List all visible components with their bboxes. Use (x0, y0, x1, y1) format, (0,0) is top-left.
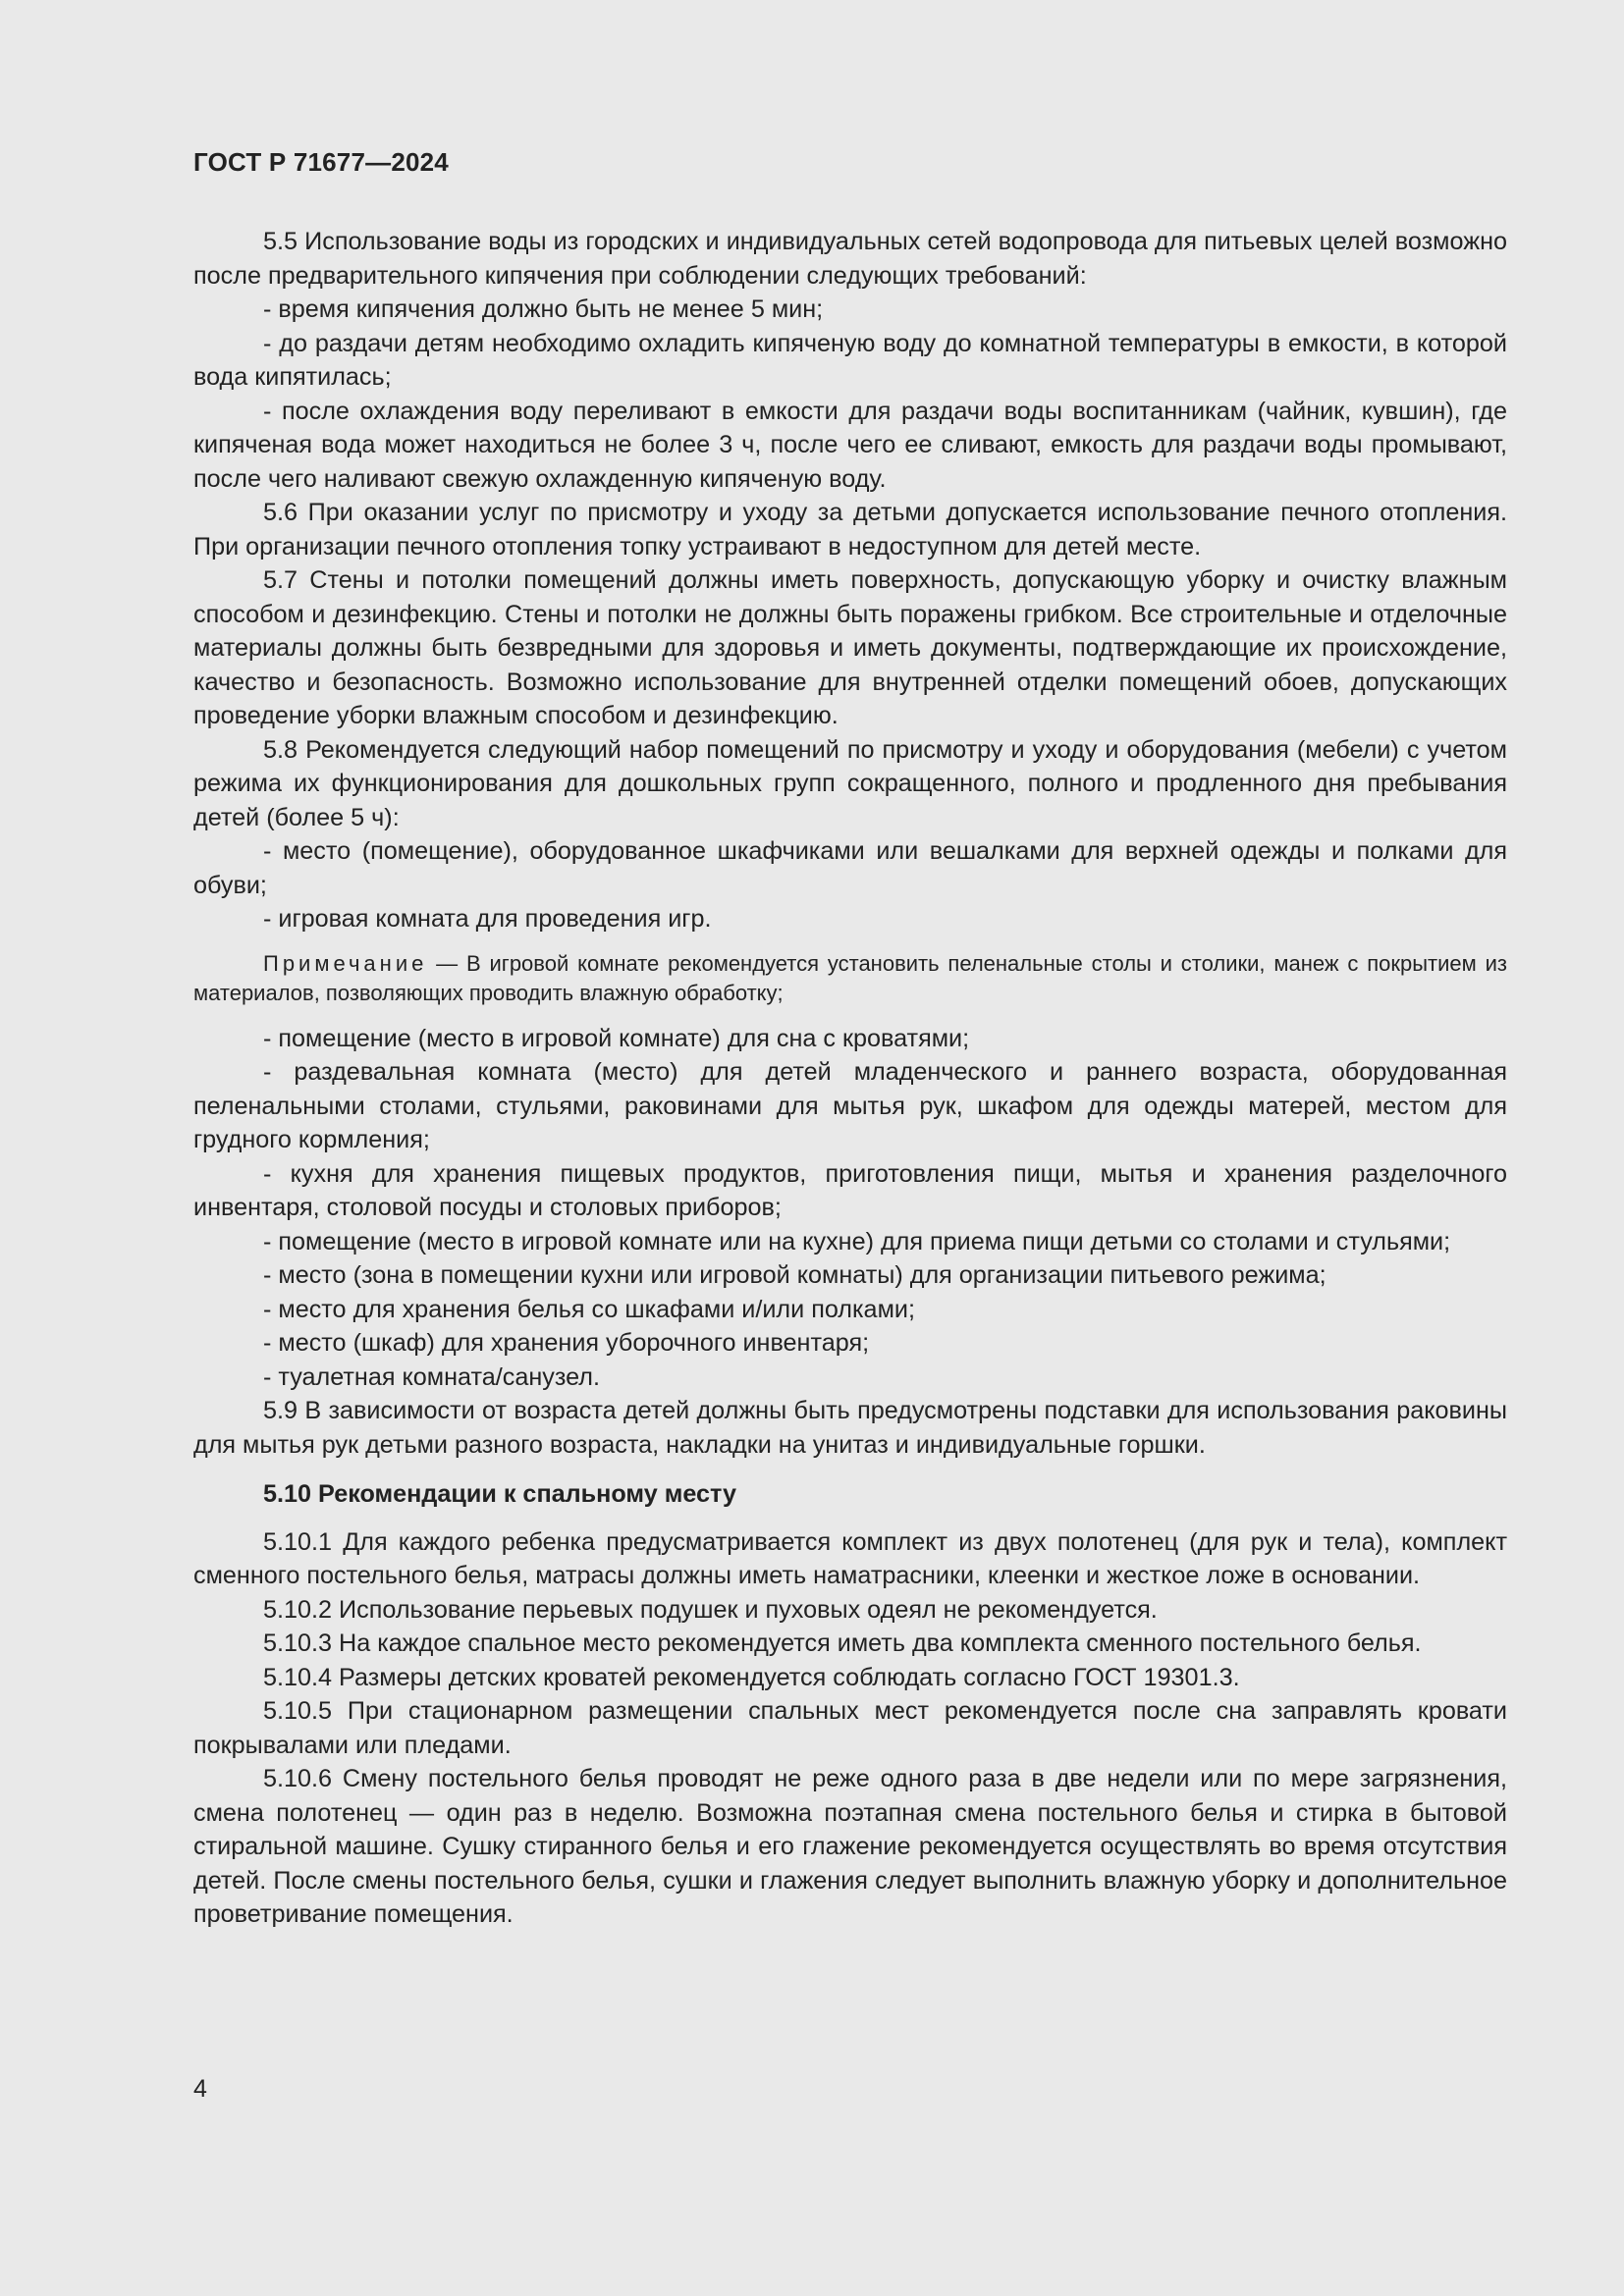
paragraph-5-10-2: 5.10.2 Использование перьевых подушек и пуховых одеял не рекомендуется. (263, 1595, 1158, 1624)
list-item: - после охлаждения воду переливают в емкости для раздачи воды воспитанникам (чайник, кувшин), где кипяченая вода может находиться не более 3 ч, после чего ее сливают, емкость для раздачи воды промывают, после чего наливают свежую охлажденную кипяченую воду. (193, 397, 1507, 493)
list-item: - до раздачи детям необходимо охладить кипяченую воду до комнатной температуры в емкости, в которой вода кипятилась; (193, 329, 1507, 391)
list-item: - место (зона в помещении кухни или игровой комнаты) для организации питьевого режима; (263, 1261, 1326, 1289)
page-number: 4 (193, 2075, 207, 2103)
paragraph-5-10-4: 5.10.4 Размеры детских кроватей рекомендуется соблюдать согласно ГОСТ 19301.3. (263, 1663, 1240, 1691)
paragraph-5-7: 5.7 Стены и потолки помещений должны иметь поверхность, допускающую уборку и очистку влажным способом и дезинфекцию. Стены и потолки не должны быть поражены грибком. Все строительные и отделочные материалы должны быть безвредными для здоровья и иметь документы, подтверждающие их происхождение, качество и безопасность. Возможно использование для внутренней отделки помещений обоев, допускающих проведение уборки влажным способом и дезинфекцию. (193, 566, 1507, 729)
paragraph-5-8: 5.8 Рекомендуется следующий набор помещений по присмотру и уходу и оборудования (мебели) с учетом режима их функционирования для дошкольных групп сокращенного, полного и продленного дня пребывания детей (более 5 ч): (193, 735, 1507, 831)
list-item: - раздевальная комната (место) для детей младенческого и раннего возраста, оборудованная пеленальными столами, стульями, раковинами для мытья рук, шкафом для одежды матерей, местом для грудного кормления; (193, 1058, 1507, 1153)
document-header-standard-id: ГОСТ Р 71677—2024 (193, 147, 449, 177)
list-item: - игровая комната для проведения игр. (263, 905, 712, 933)
list-item: - время кипячения должно быть не менее 5 мин; (263, 295, 824, 323)
list-item: - кухня для хранения пищевых продуктов, приготовления пищи, мытья и хранения разделочного инвентаря, столовой посуды и столовых приборов; (193, 1159, 1507, 1221)
list-item: - помещение (место в игровой комнате или на кухне) для приема пищи детьми со столами и стульями; (263, 1227, 1451, 1255)
paragraph-5-10-3: 5.10.3 На каждое спальное место рекомендуется иметь два комплекта сменного постельного белья. (263, 1629, 1422, 1657)
list-item: - помещение (место в игровой комнате) для сна с кроватями; (263, 1024, 970, 1052)
list-item: - место (шкаф) для хранения уборочного инвентаря; (263, 1329, 870, 1357)
paragraph-5-5: 5.5 Использование воды из городских и индивидуальных сетей водопровода для питьевых целей возможно после предварительного кипячения при соблюдении следующих требований: (193, 228, 1507, 290)
list-item: - место (помещение), оборудованное шкафчиками или вешалками для верхней одежды и полками для обуви; (193, 837, 1507, 899)
paragraph-5-10-5: 5.10.5 При стационарном размещении спальных мест рекомендуется после сна заправлять кровати покрывалами или пледами. (193, 1697, 1507, 1759)
paragraph-5-9: 5.9 В зависимости от возраста детей должны быть предусмотрены подставки для использования раковины для мытья рук детьми разного возраста, накладки на унитаз и индивидуальные горшки. (193, 1397, 1507, 1459)
note-paragraph (193, 949, 1507, 1009)
note-text: — В игровой комнате рекомендуется установить пеленальные столы и столики, манеж с покрытием из материалов, позволяющих проводить влажную обработку; (193, 950, 1507, 1005)
section-heading-5-10: 5.10 Рекомендации к спальному месту (263, 1480, 737, 1508)
paragraph-5-6: 5.6 При оказании услуг по присмотру и уходу за детьми допускается использование печного отопления. При организации печного отопления топку устраивают в недоступном для детей месте. (193, 499, 1507, 561)
list-item: - туалетная комната/санузел. (263, 1362, 600, 1391)
paragraph-5-10-1: 5.10.1 Для каждого ребенка предусматривается комплект из двух полотенец (для рук и тела), комплект сменного постельного белья, матрасы должны иметь наматрасники, клеенки и жесткое ложе в основании. (193, 1527, 1507, 1589)
note-label: Примечание (263, 950, 428, 976)
list-item: - место для хранения белья со шкафами и/или полками; (263, 1295, 915, 1323)
paragraph-5-10-6: 5.10.6 Смену постельного белья проводят не реже одного раза в две недели или по мере загрязнения, смена полотенец — один раз в неделю. Возможна поэтапная смена постельного белья и стирка в бытовой стиральной машине. Сушку стиранного белья и его глажение рекомендуется осуществлять во время отсутствия детей. После смены постельного белья, сушки и глажения следует выполнить влажную уборку и дополнительное проветривание помещения. (193, 1765, 1507, 1928)
document-body (193, 225, 1507, 1932)
